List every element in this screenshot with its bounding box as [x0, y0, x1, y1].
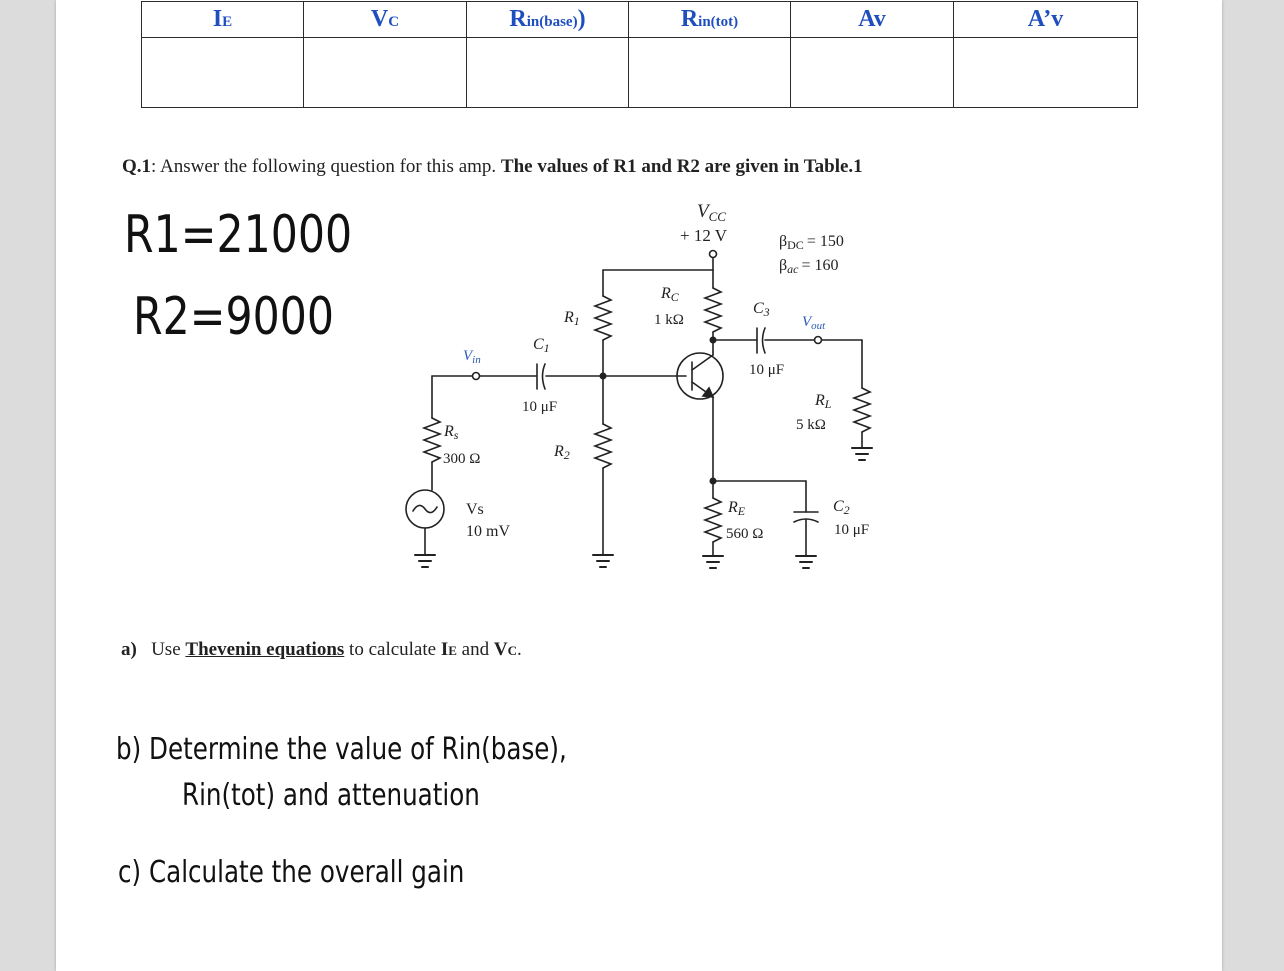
- c2-label: C2: [833, 498, 850, 517]
- c2-value: 10 μF: [834, 522, 870, 538]
- re-label: RE: [728, 499, 746, 518]
- part-b-line1: b) Determine the value of Rin(base),: [116, 732, 567, 767]
- r2-label: R2: [554, 443, 570, 462]
- question-text: Q.1: Answer the following question for this amp. The values of R1 and R2 are given in Table.1: [122, 156, 863, 177]
- beta-dc-label: βDC = 150: [779, 233, 844, 252]
- re-value: 560 Ω: [726, 526, 764, 542]
- vs-value: 10 mV: [466, 523, 510, 540]
- beta-ac-label: βac = 160: [779, 257, 839, 276]
- c1-value: 10 μF: [522, 399, 558, 415]
- header-rin-tot: Rin(tot): [629, 2, 791, 38]
- r2-value-note: R2=9000: [133, 287, 335, 347]
- header-av: Av: [791, 2, 954, 38]
- part-b-line2: Rin(tot) and attenuation: [182, 778, 480, 813]
- header-rin-base: Rin(base)): [467, 2, 629, 38]
- rc-value: 1 kΩ: [654, 312, 684, 328]
- r1-value-note: R1=21000: [124, 205, 353, 265]
- header-av-prime: A’v: [954, 2, 1138, 38]
- rl-value: 5 kΩ: [796, 417, 826, 433]
- vout-label: $V_{out}$: [802, 314, 826, 332]
- rs-label: Rs: [444, 423, 459, 442]
- part-a-text: a) Use Thevenin equations to calculate IE and VC.: [121, 639, 522, 660]
- thevenin-link: Thevenin equations: [185, 639, 345, 660]
- rl-label: RL: [815, 392, 832, 411]
- c3-label: C3: [753, 300, 770, 319]
- vs-label: Vs: [466, 501, 484, 518]
- header-ie: IE: [142, 2, 304, 38]
- c3-value: 10 μF: [749, 362, 785, 378]
- c1-label: C1: [533, 336, 550, 355]
- rc-label: RC: [661, 285, 679, 304]
- part-c-text: c) Calculate the overall gain: [118, 855, 465, 890]
- vcc-label: $V_{CC}$: [697, 201, 726, 224]
- r1-label: R1: [564, 309, 580, 328]
- vin-label: $V_{in}$: [463, 348, 481, 366]
- rs-value: 300 Ω: [443, 451, 481, 467]
- header-vc: VC: [304, 2, 467, 38]
- vcc-value: + 12 V: [680, 226, 728, 245]
